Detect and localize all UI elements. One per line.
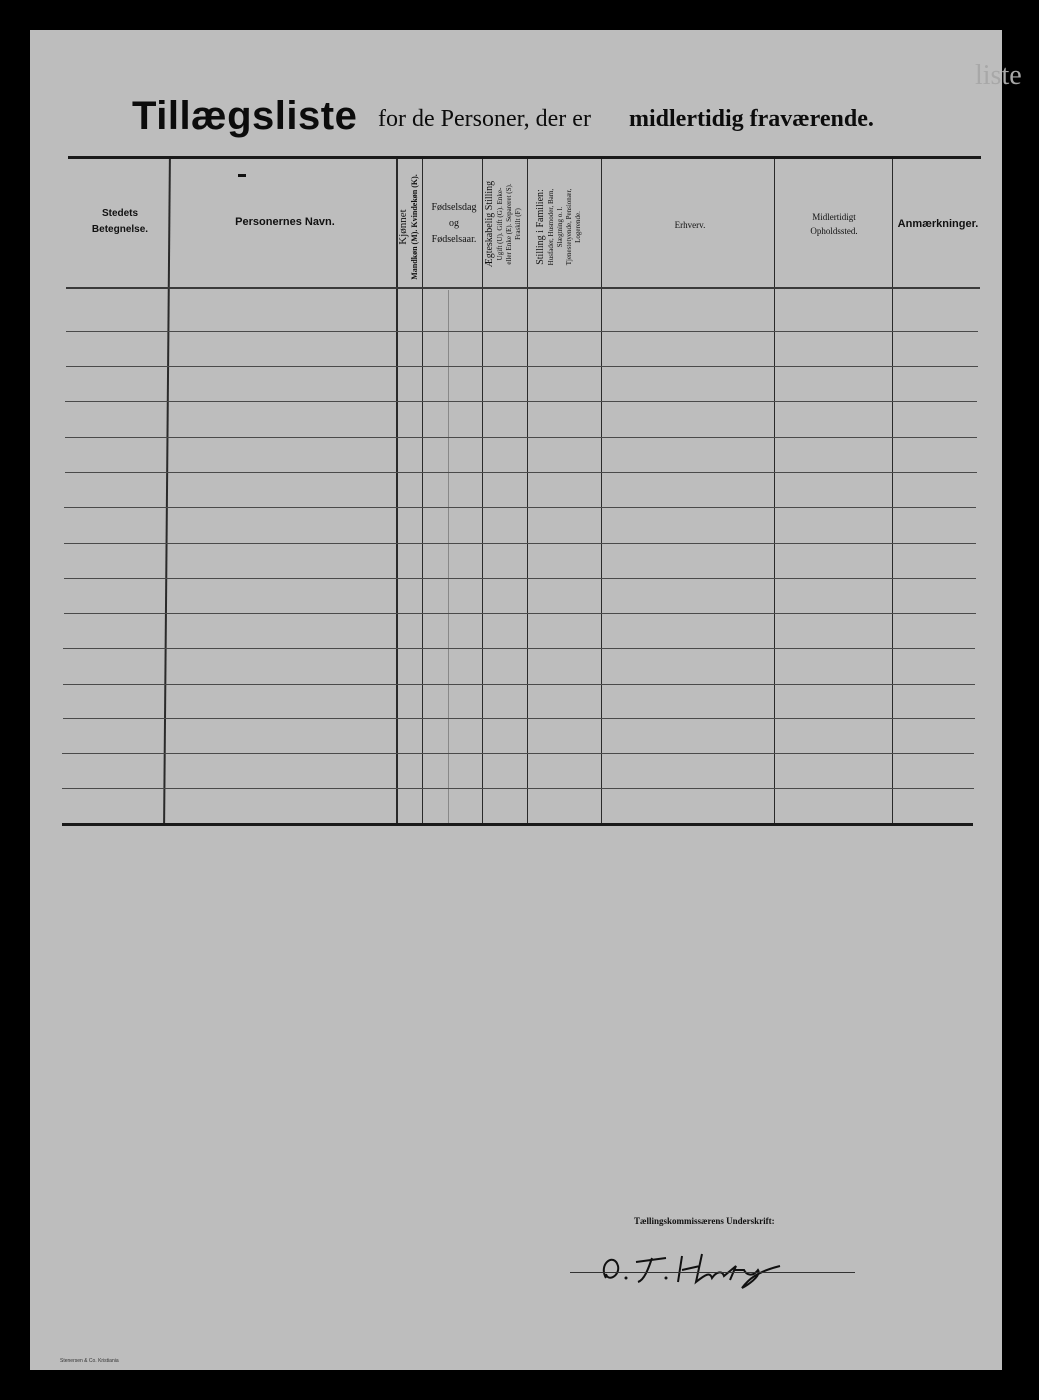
table-row-line (63, 648, 975, 649)
printer-imprint: Stenersen & Co. Kristiania (60, 1358, 119, 1364)
form-title (132, 94, 932, 154)
header-marital (484, 165, 526, 283)
table-top-rule (68, 156, 981, 159)
header-occupation: Erhverv. (674, 220, 706, 230)
title-bold: midlertidig fraværende. (629, 106, 874, 132)
table-row-line (63, 718, 975, 719)
header-family-line1: Stilling i Familien: (535, 189, 546, 265)
title-main: Tillægsliste (132, 94, 358, 138)
table-bottom-rule (62, 823, 973, 826)
table-row-line (62, 788, 974, 789)
header-names: Personernes Navn. (235, 216, 335, 228)
header-family-line5: Logerende. (574, 211, 582, 243)
header-marital-line4: Fraskilt (F) (514, 208, 522, 240)
header-place (80, 206, 160, 238)
table-row-line (62, 753, 974, 754)
table-row-line (64, 543, 976, 544)
header-residence (784, 210, 884, 238)
header-place-line2: Betegnelse. (91, 224, 149, 235)
table-row-line (64, 578, 976, 579)
table-row-line (66, 331, 978, 332)
header-residence-line1: Midlertidigt (812, 212, 856, 222)
header-family-line2: Husfader, Husmoder, Barn, (547, 188, 555, 266)
col-divider-4 (482, 159, 483, 823)
col-divider-3b (448, 290, 449, 823)
col-divider-6 (601, 159, 602, 823)
header-birth-line2: og (449, 218, 459, 229)
header-residence-line2: Opholdssted. (810, 226, 858, 236)
header-marital-line2: Ugift (U). Gift (G). Enke- (496, 187, 504, 261)
col-divider-8 (892, 159, 893, 823)
table-row-line (63, 684, 975, 685)
header-marital-line1: Ægteskabelig Stilling (484, 180, 495, 268)
table-row-line (65, 472, 977, 473)
header-place-line1: Stedets (101, 208, 139, 219)
table-row-line (66, 366, 978, 367)
header-sex-line2: Mandkøn (M). Kvindekøn (K). (410, 174, 419, 280)
signature-svg (596, 1244, 796, 1294)
table-row-line (64, 507, 976, 508)
col-divider-5 (527, 159, 528, 823)
ink-mark (238, 174, 246, 177)
header-sex-line1: Kjønnet (397, 209, 409, 245)
table-row-line (64, 613, 976, 614)
col-divider-3 (422, 159, 423, 823)
header-sex (398, 165, 422, 289)
header-remarks: Anmærkninger. (897, 218, 979, 230)
header-birth (424, 200, 484, 248)
signature-handwriting (596, 1244, 796, 1294)
col-divider-7 (774, 159, 775, 823)
table-row-line (65, 401, 977, 402)
header-marital-line3: eller Enke (E). Separeret (S). (505, 183, 513, 265)
header-family-line4: Tjenestetyende, Pensionær, (565, 188, 573, 266)
header-birth-line3: Fødselsaar. (431, 234, 477, 245)
signature-label: Tællingskommissærens Underskrift: (634, 1216, 775, 1226)
bleed-through-text: liste (975, 60, 1022, 91)
signature-line (570, 1272, 855, 1273)
header-family (535, 167, 593, 287)
header-rule (66, 287, 980, 289)
table-row-line (65, 437, 977, 438)
header-birth-line1: Fødselsdag (431, 202, 477, 213)
header-family-line3: Slægtning o. l. (556, 206, 564, 248)
title-rest: for de Personer, der er (378, 106, 591, 132)
